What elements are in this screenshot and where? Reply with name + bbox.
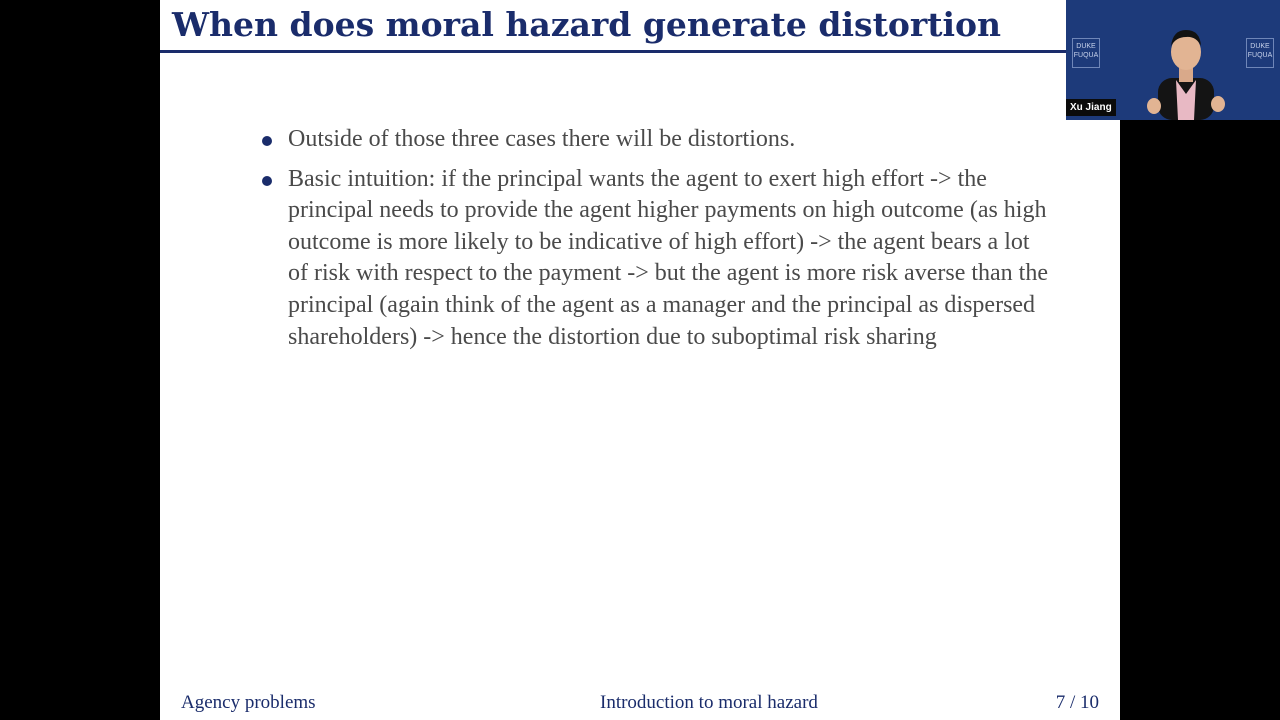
- title-divider: [160, 50, 1120, 53]
- speaker-name-label: Xu Jiang: [1066, 99, 1116, 116]
- bullet-text: Basic intuition: if the principal wants the agent to exert high effort -> the principal needs to provide the agent higher payments on high outcome (as high outcome is more likely to be indicative of high effort) -> the agent bears a lot of risk with respect to the payment -> but the agent is more risk averse than the principal (again think of the agent as a manager and the principal as dispersed shareholders) -> hence the distortion due to suboptimal risk sharing: [288, 165, 1048, 350]
- slide-title: When does moral hazard generate distortion: [172, 5, 1002, 44]
- speaker-video-tile[interactable]: [1066, 0, 1280, 120]
- duke-logo-icon: DUKE FUQUA: [1246, 38, 1274, 68]
- bullet-dot-icon: [262, 136, 272, 146]
- speaker-video-feed: [1146, 22, 1226, 120]
- bullet-dot-icon: [262, 176, 272, 186]
- presentation-slide: [160, 0, 1120, 720]
- duke-logo-icon: DUKE FUQUA: [1072, 38, 1100, 68]
- page-number: 7 / 10: [1055, 692, 1099, 713]
- slide-footer: [160, 690, 1120, 720]
- bullet-list: [260, 124, 1050, 361]
- bullet-item: [260, 164, 1050, 354]
- footer-subtitle: Introduction to moral hazard: [600, 692, 818, 713]
- bullet-text: Outside of those three cases there will be distortions.: [288, 126, 796, 152]
- bullet-item: [260, 124, 1050, 156]
- footer-section-title: Agency problems: [181, 692, 316, 713]
